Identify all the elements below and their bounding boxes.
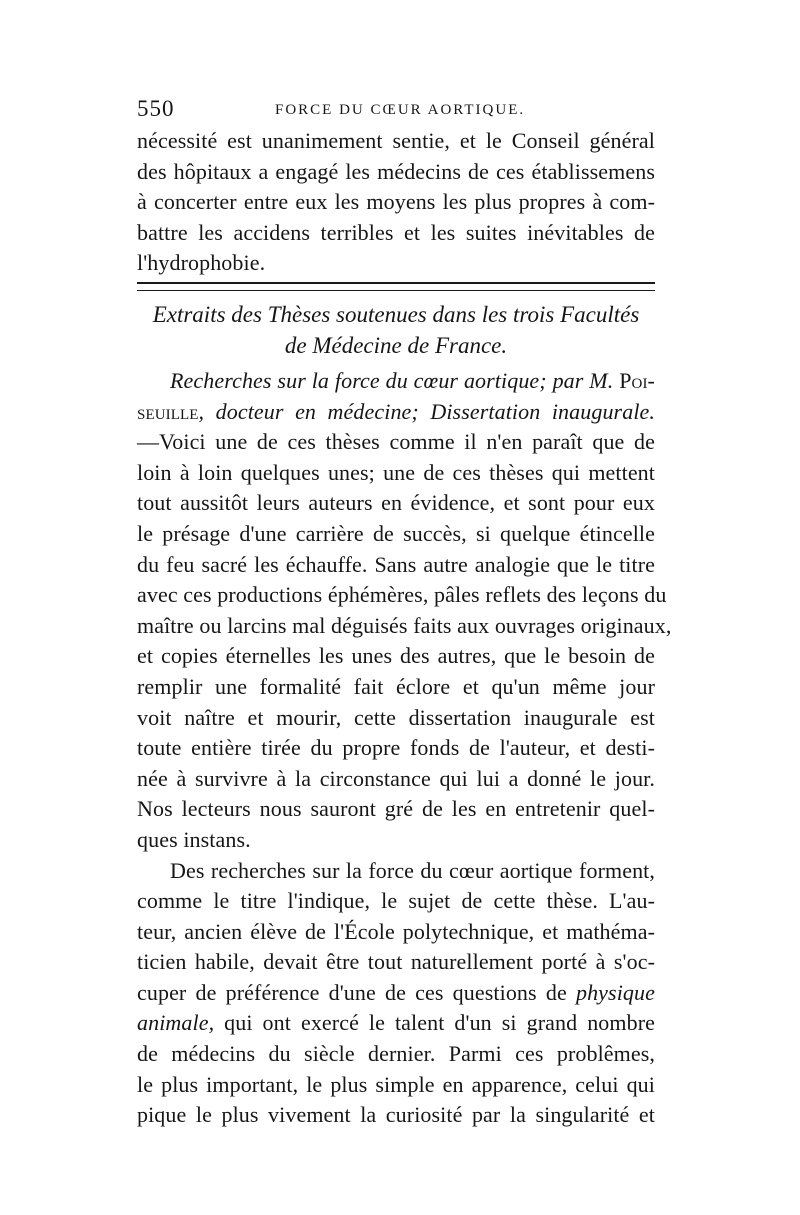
text-line: comme le titre l'indique, le sujet de cette thèse. L'au- — [137, 888, 655, 914]
text-line: l'hydrophobie. — [137, 250, 266, 276]
text-line: Des recherches sur la force du cœur aortique forment, — [170, 857, 655, 883]
text-line: des hôpitaux a engagé les médecins de ces établissemens — [137, 158, 655, 184]
article-body — [137, 366, 672, 1131]
text-line: voit naître et mourir, cette dissertation inaugurale est — [137, 704, 655, 730]
text-line: maître ou larcins mal déguisés faits aux ouvrages originaux, — [137, 612, 672, 638]
text-line: tout aussitôt leurs auteurs en évidence, et sont pour eux — [137, 490, 655, 516]
text-line: pique le plus vivement la curiosité par la singularité et — [137, 1102, 655, 1128]
text-line: et copies éternelles les unes des autres, que le besoin de — [137, 643, 655, 669]
text-line: remplir une formalité fait éclore et qu'un même jour — [137, 673, 655, 699]
text-line: du feu sacré les échauffe. Sans autre analogie que le titre — [137, 551, 655, 577]
article-title-line — [137, 397, 655, 428]
text-line: teur, ancien élève de l'École polytechnique, et mathéma- — [137, 918, 655, 944]
page-number: 550 — [137, 96, 175, 121]
section-title-line: de Médecine de France. — [284, 333, 508, 358]
running-head: FORCE DU CŒUR AORTIQUE. — [275, 102, 526, 118]
article-title-line — [137, 366, 655, 397]
author-name: seuille — [137, 398, 199, 424]
section-title — [137, 299, 655, 361]
text-line: ques instans. — [137, 826, 251, 852]
article-title: Recherches sur la force du cœur aortique; par M. — [170, 368, 614, 393]
text-line: née à survivre à la circonstance qui lui a donné le jour. — [137, 765, 655, 791]
text-line: Nos lecteurs nous sauront gré de les en entretenir quel- — [137, 796, 655, 822]
section-title-line: Extraits des Thèses soutenues dans les trois Facultés — [152, 302, 640, 327]
article-subtitle: , docteur en médecine; Dissertation inaugurale. — [198, 398, 655, 424]
section-divider — [137, 282, 655, 291]
intro-paragraph — [137, 126, 655, 279]
text-line: battre les accidens terribles et les suites inévitables de — [137, 219, 655, 245]
text-line — [137, 978, 655, 1009]
text-line: le plus important, le plus simple en apparence, celui qui — [137, 1071, 655, 1097]
text-line: à concerter entre eux les moyens les plus propres à com- — [137, 189, 655, 215]
text-line: de médecins du siècle dernier. Parmi ces problêmes, — [137, 1041, 655, 1067]
text-span: cuper de préférence d'une de ces questions de — [137, 979, 567, 1005]
text-line — [137, 1008, 655, 1039]
text-line: le présage d'une carrière de succès, si quelque étincelle — [137, 520, 655, 546]
text-line: nécessité est unanimement sentie, et le Conseil général — [137, 128, 655, 153]
text-line: ticien habile, devait être tout naturellement porté à s'oc- — [137, 949, 655, 975]
page-header — [137, 96, 657, 130]
text-line: avec ces productions éphémères, pâles reflets des leçons du — [137, 582, 667, 608]
italic-term: animale, — [137, 1010, 215, 1036]
text-line: —Voici une de ces thèses comme il n'en paraît que de — [137, 429, 655, 455]
author-name: Poi- — [619, 368, 655, 393]
text-line: toute entière tirée du propre fonds de l'auteur, et desti- — [137, 735, 655, 761]
text-line: loin à loin quelques unes; une de ces thèses qui mettent — [137, 459, 655, 485]
italic-term: physique — [575, 979, 655, 1005]
text-span: qui ont exercé le talent d'un si grand nombre — [214, 1010, 655, 1036]
